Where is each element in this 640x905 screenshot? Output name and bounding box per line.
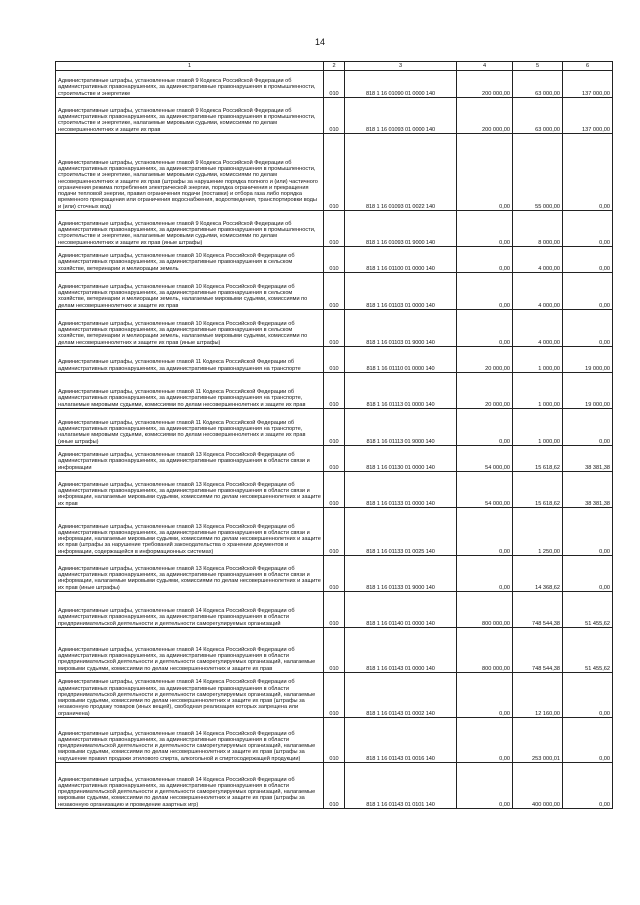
row-name-cell: Административные штрафы, установленные главой 14 Кодекса Российской Федерации об административных правонарушениях, за административные правонарушения в области предпринимательской деятельности и деятельности саморегулируемых организаций	[56, 592, 324, 628]
row-budget-code-cell: 818 1 16 01103 01 0000 140	[345, 273, 457, 310]
row-line-code-cell: 010	[324, 446, 345, 472]
row-unexecuted-amount-cell: 0,00	[563, 763, 613, 809]
row-executed-amount-cell: 4 000,00	[513, 273, 563, 310]
row-approved-amount-cell: 0,00	[457, 409, 513, 446]
row-executed-amount-cell: 1 000,00	[513, 409, 563, 446]
row-line-code-cell: 010	[324, 71, 345, 98]
row-name-cell: Административные штрафы, установленные главой 14 Кодекса Российской Федерации об административных правонарушениях, за административные правонарушения в области предпринимательской деятельности и деятельности саморегулируемых организаций, налагаемые мировыми судьями, комиссиями по делам несовершеннолетних и защите их прав	[56, 628, 324, 673]
row-approved-amount-cell: 54 000,00	[457, 472, 513, 508]
row-unexecuted-amount-cell: 0,00	[563, 273, 613, 310]
table-row	[56, 98, 613, 134]
table-row	[56, 347, 613, 373]
row-executed-amount-cell: 748 544,38	[513, 592, 563, 628]
row-line-code-cell: 010	[324, 98, 345, 134]
row-line-code-cell: 010	[324, 211, 345, 247]
row-name-cell: Административные штрафы, установленные главой 13 Кодекса Российской Федерации об административных правонарушениях, за административные правонарушения в области связи и информации, налагаемые мировыми судьями, комиссиями по делам несовершеннолетних и защите их прав (штрафы за нарушение требований законодательства о хранении документов и информации, содержащейся в информационных системах)	[56, 508, 324, 556]
row-executed-amount-cell: 400 000,00	[513, 763, 563, 809]
row-name-cell: Административные штрафы, установленные главой 9 Кодекса Российской Федерации об административных правонарушениях, за административные правонарушения в промышленности, строительстве и энергетике, налагаемые мировыми судьями, комиссиями по делам несовершеннолетних и защите их прав (иные штрафы)	[56, 211, 324, 247]
row-budget-code-cell: 818 1 16 01130 01 0000 140	[345, 446, 457, 472]
row-unexecuted-amount-cell: 0,00	[563, 211, 613, 247]
row-line-code-cell: 010	[324, 134, 345, 211]
row-executed-amount-cell: 1 000,00	[513, 347, 563, 373]
row-name-cell: Административные штрафы, установленные главой 14 Кодекса Российской Федерации об административных правонарушениях, за административные правонарушения в области предпринимательской деятельности и деятельности саморегулируемых организаций, налагаемые мировыми судьями, комиссиями по делам несовершеннолетних и защите их прав (штрафы за незаконную продажу товаров (иных вещей), свободная реализация которых запрещена или ограничена)	[56, 673, 324, 718]
row-line-code-cell: 010	[324, 673, 345, 718]
table-row	[56, 763, 613, 809]
header-cell: 1	[56, 62, 324, 71]
row-executed-amount-cell: 12 160,00	[513, 673, 563, 718]
table-row	[56, 718, 613, 763]
table-row	[56, 247, 613, 273]
row-unexecuted-amount-cell: 51 455,62	[563, 592, 613, 628]
table-row	[56, 472, 613, 508]
row-budget-code-cell: 818 1 16 01093 01 0000 140	[345, 98, 457, 134]
header-cell: 5	[513, 62, 563, 71]
row-name-cell: Административные штрафы, установленные главой 9 Кодекса Российской Федерации об административных правонарушениях, за административные правонарушения в промышленности, строительстве и энергетике, налагаемые мировыми судьями, комиссиями по делам несовершеннолетних и защите их прав	[56, 98, 324, 134]
row-line-code-cell: 010	[324, 373, 345, 409]
row-name-cell: Административные штрафы, установленные главой 13 Кодекса Российской Федерации об административных правонарушениях, за административные правонарушения в области связи и информации	[56, 446, 324, 472]
row-name-cell: Административные штрафы, установленные главой 13 Кодекса Российской Федерации об административных правонарушениях, за административные правонарушения в области связи и информации, налагаемые мировыми судьями, комиссиями по делам несовершеннолетних и защите их прав (иные штрафы)	[56, 556, 324, 592]
table-row	[56, 409, 613, 446]
row-line-code-cell: 010	[324, 628, 345, 673]
row-budget-code-cell: 818 1 16 01110 01 0000 140	[345, 347, 457, 373]
table-row	[56, 134, 613, 211]
row-line-code-cell: 010	[324, 273, 345, 310]
row-unexecuted-amount-cell: 0,00	[563, 409, 613, 446]
row-unexecuted-amount-cell: 0,00	[563, 508, 613, 556]
row-unexecuted-amount-cell: 0,00	[563, 247, 613, 273]
row-line-code-cell: 010	[324, 763, 345, 809]
row-budget-code-cell: 818 1 16 01100 01 0000 140	[345, 247, 457, 273]
row-name-cell: Административные штрафы, установленные главой 9 Кодекса Российской Федерации об административных правонарушениях, за административные правонарушения в промышленности, строительстве и энергетике, налагаемые мировыми судьями, комиссиями по делам несовершеннолетних и защите их прав (штрафы за нарушение порядка полного и (или) частичного ограничения режима потребления электрической энергии, порядка ограничения и прекращения подачи тепловой энергии, правил ограничения подачи (поставки) и отбора газа либо порядка временного прекращения или ограничения водоснабжения, водоотведения, транспортировки воды и (или) сточных вод)	[56, 134, 324, 211]
row-budget-code-cell: 818 1 16 01093 01 0022 140	[345, 134, 457, 211]
row-executed-amount-cell: 63 000,00	[513, 98, 563, 134]
row-approved-amount-cell: 0,00	[457, 763, 513, 809]
row-budget-code-cell: 818 1 16 01133 01 0025 140	[345, 508, 457, 556]
row-executed-amount-cell: 4 000,00	[513, 310, 563, 347]
row-unexecuted-amount-cell: 19 000,00	[563, 373, 613, 409]
row-unexecuted-amount-cell: 137 000,00	[563, 98, 613, 134]
row-line-code-cell: 010	[324, 592, 345, 628]
header-cell: 3	[345, 62, 457, 71]
row-unexecuted-amount-cell: 0,00	[563, 134, 613, 211]
table-row	[56, 273, 613, 310]
row-budget-code-cell: 818 1 16 01143 01 0000 140	[345, 628, 457, 673]
row-executed-amount-cell: 4 000,00	[513, 247, 563, 273]
row-approved-amount-cell: 0,00	[457, 718, 513, 763]
row-approved-amount-cell: 0,00	[457, 273, 513, 310]
row-approved-amount-cell: 20 000,00	[457, 347, 513, 373]
row-approved-amount-cell: 200 000,00	[457, 98, 513, 134]
row-budget-code-cell: 818 1 16 01133 01 0000 140	[345, 472, 457, 508]
row-executed-amount-cell: 748 544,38	[513, 628, 563, 673]
row-executed-amount-cell: 63 000,00	[513, 71, 563, 98]
header-row	[56, 62, 613, 71]
row-line-code-cell: 010	[324, 718, 345, 763]
table-row	[56, 373, 613, 409]
row-budget-code-cell: 818 1 16 01093 01 9000 140	[345, 211, 457, 247]
row-approved-amount-cell: 54 000,00	[457, 446, 513, 472]
row-line-code-cell: 010	[324, 347, 345, 373]
row-budget-code-cell: 818 1 16 01103 01 9000 140	[345, 310, 457, 347]
row-line-code-cell: 010	[324, 247, 345, 273]
row-budget-code-cell: 818 1 16 01113 01 0000 140	[345, 373, 457, 409]
row-name-cell: Административные штрафы, установленные главой 11 Кодекса Российской Федерации об административных правонарушениях, за административные правонарушения на транспорте, налагаемые мировыми судьями, комиссиями по делам несовершеннолетних и защите их прав	[56, 373, 324, 409]
row-budget-code-cell: 818 1 16 01133 01 9000 140	[345, 556, 457, 592]
row-approved-amount-cell: 0,00	[457, 508, 513, 556]
row-unexecuted-amount-cell: 0,00	[563, 556, 613, 592]
row-name-cell: Административные штрафы, установленные главой 14 Кодекса Российской Федерации об административных правонарушениях, за административные правонарушения в области предпринимательской деятельности и деятельности саморегулируемых организаций, налагаемые мировыми судьями, комиссиями по делам несовершеннолетних и защите их прав (штрафы за незаконную организацию и проведение азартных игр)	[56, 763, 324, 809]
row-approved-amount-cell: 200 000,00	[457, 71, 513, 98]
page-number: 14	[314, 37, 325, 47]
row-unexecuted-amount-cell: 0,00	[563, 718, 613, 763]
row-approved-amount-cell: 800 000,00	[457, 628, 513, 673]
row-name-cell: Административные штрафы, установленные главой 10 Кодекса Российской Федерации об административных правонарушениях, за административные правонарушения в сельском хозяйстве, ветеринарии и мелиорации земель, налагаемые мировыми судьями, комиссиями по делам несовершеннолетних и защите их прав (иные штрафы)	[56, 310, 324, 347]
row-approved-amount-cell: 0,00	[457, 134, 513, 211]
table-row	[56, 592, 613, 628]
row-approved-amount-cell: 0,00	[457, 673, 513, 718]
row-budget-code-cell: 818 1 16 01143 01 0002 140	[345, 673, 457, 718]
row-executed-amount-cell: 14 368,62	[513, 556, 563, 592]
header-cell: 6	[563, 62, 613, 71]
row-unexecuted-amount-cell: 0,00	[563, 673, 613, 718]
row-unexecuted-amount-cell: 38 381,38	[563, 446, 613, 472]
row-executed-amount-cell: 15 618,62	[513, 446, 563, 472]
row-executed-amount-cell: 15 618,62	[513, 472, 563, 508]
row-budget-code-cell: 818 1 16 01140 01 0000 140	[345, 592, 457, 628]
table-row	[56, 628, 613, 673]
table-row	[56, 211, 613, 247]
row-budget-code-cell: 818 1 16 01113 01 9000 140	[345, 409, 457, 446]
row-executed-amount-cell: 55 000,00	[513, 134, 563, 211]
row-approved-amount-cell: 800 000,00	[457, 592, 513, 628]
row-executed-amount-cell: 1 000,00	[513, 373, 563, 409]
row-line-code-cell: 010	[324, 409, 345, 446]
row-budget-code-cell: 818 1 16 01090 01 0000 140	[345, 71, 457, 98]
table-row	[56, 310, 613, 347]
row-name-cell: Административные штрафы, установленные главой 9 Кодекса Российской Федерации об административных правонарушениях, за административные правонарушения в промышленности, строительстве и энергетике	[56, 71, 324, 98]
row-name-cell: Административные штрафы, установленные главой 10 Кодекса Российской Федерации об административных правонарушениях, за административные правонарушения в сельском хозяйстве, ветеринарии и мелиорации земель	[56, 247, 324, 273]
row-approved-amount-cell: 0,00	[457, 211, 513, 247]
row-unexecuted-amount-cell: 51 455,62	[563, 628, 613, 673]
row-approved-amount-cell: 0,00	[457, 556, 513, 592]
table-row	[56, 71, 613, 98]
row-executed-amount-cell: 8 000,00	[513, 211, 563, 247]
revenue-table	[55, 61, 613, 809]
row-line-code-cell: 010	[324, 472, 345, 508]
table-row	[56, 673, 613, 718]
row-approved-amount-cell: 20 000,00	[457, 373, 513, 409]
table-row	[56, 446, 613, 472]
row-line-code-cell: 010	[324, 556, 345, 592]
row-unexecuted-amount-cell: 0,00	[563, 310, 613, 347]
row-name-cell: Административные штрафы, установленные главой 14 Кодекса Российской Федерации об административных правонарушениях, за административные правонарушения в области предпринимательской деятельности и деятельности саморегулируемых организаций, налагаемые мировыми судьями, комиссиями по делам несовершеннолетних и защите их прав (штрафы за нарушение правил продажи этилового спирта, алкогольной и спиртосодержащей продукции)	[56, 718, 324, 763]
row-unexecuted-amount-cell: 137 000,00	[563, 71, 613, 98]
row-budget-code-cell: 818 1 16 01143 01 0016 140	[345, 718, 457, 763]
row-name-cell: Административные штрафы, установленные главой 11 Кодекса Российской Федерации об административных правонарушениях, за административные правонарушения на транспорте	[56, 347, 324, 373]
header-cell: 4	[457, 62, 513, 71]
table-row	[56, 508, 613, 556]
row-executed-amount-cell: 253 000,01	[513, 718, 563, 763]
row-budget-code-cell: 818 1 16 01143 01 0101 140	[345, 763, 457, 809]
row-executed-amount-cell: 1 250,00	[513, 508, 563, 556]
row-approved-amount-cell: 0,00	[457, 310, 513, 347]
header-cell: 2	[324, 62, 345, 71]
row-approved-amount-cell: 0,00	[457, 247, 513, 273]
row-unexecuted-amount-cell: 38 381,38	[563, 472, 613, 508]
row-name-cell: Административные штрафы, установленные главой 13 Кодекса Российской Федерации об административных правонарушениях, за административные правонарушения в области связи и информации, налагаемые мировыми судьями, комиссиями по делам несовершеннолетних и защите их прав	[56, 472, 324, 508]
table-row	[56, 556, 613, 592]
row-line-code-cell: 010	[324, 310, 345, 347]
row-unexecuted-amount-cell: 19 000,00	[563, 347, 613, 373]
row-line-code-cell: 010	[324, 508, 345, 556]
row-name-cell: Административные штрафы, установленные главой 10 Кодекса Российской Федерации об административных правонарушениях, за административные правонарушения в сельском хозяйстве, ветеринарии и мелиорации земель, налагаемые мировыми судьями, комиссиями по делам несовершеннолетних и защите их прав	[56, 273, 324, 310]
row-name-cell: Административные штрафы, установленные главой 11 Кодекса Российской Федерации об административных правонарушениях, за административные правонарушения на транспорте, налагаемые мировыми судьями, комиссиями по делам несовершеннолетних и защите их прав (иные штрафы)	[56, 409, 324, 446]
